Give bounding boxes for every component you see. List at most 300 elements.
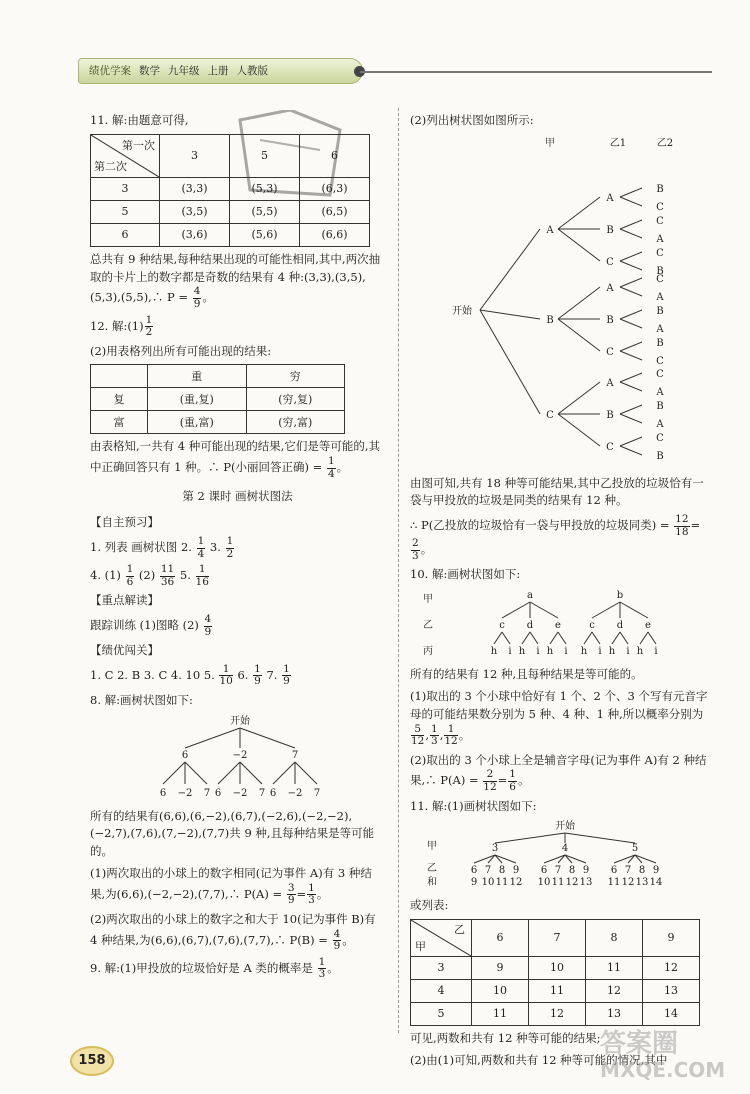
tree-node: 7 <box>203 787 211 799</box>
fraction <box>219 664 232 688</box>
tree-edge <box>640 632 648 644</box>
table-cell: (6,5) <box>300 200 370 223</box>
table-cell: (3,6) <box>160 223 230 246</box>
q12-corner <box>91 365 148 388</box>
tree-node: 9 <box>512 865 520 877</box>
tree-edge <box>592 602 620 618</box>
tree-edge <box>558 414 600 446</box>
row-head: 6 <box>91 223 160 246</box>
q10-b: (1)取出的 3 个小球中恰好有 1 个、2 个、3 个写有元音字母的可能结果数分别为 5 种、4 种、1 种,所以概率分别为 $\frac{5}{12}$ , $\frac{1}{3}$ , $\frac{1}{12}$ 。 <box>410 688 708 748</box>
tree-edge <box>185 728 240 748</box>
tree-node: 8 <box>638 865 646 877</box>
tree-node: C <box>656 247 664 259</box>
numerator: 4 <box>333 927 341 940</box>
tree-node: c <box>499 620 505 632</box>
tree-edge <box>620 319 642 328</box>
right-column <box>410 112 710 1074</box>
q9-part3: 由图可知,共有 18 种等可能结果,其中乙投放的垃圾恰有一袋与甲投放的垃圾是同类的结果有 12 种。 <box>410 475 704 508</box>
denominator: 4 <box>197 547 205 560</box>
tree-edge <box>495 833 565 843</box>
q9-part2: (2)列出树状图如图所示: <box>410 113 534 127</box>
table-cell: (5,5) <box>230 200 300 223</box>
watermark-line1: 答案圈 <box>600 1029 679 1059</box>
tree-edge <box>530 632 538 644</box>
tree-node: A <box>656 291 664 303</box>
q12-b: (2)用表格列出所有可能出现的结果: <box>90 343 272 358</box>
tree-sum: 9 <box>470 877 478 889</box>
tree-node: h <box>608 646 616 658</box>
tree-node: h <box>518 646 526 658</box>
tree-edge <box>620 437 642 446</box>
tree-node: C <box>606 346 614 358</box>
denominator: 16 <box>195 575 209 588</box>
tree-sum: 14 <box>649 877 663 889</box>
q12-c-text: 由表格知,一共有 4 种可能出现的结果,它们是等可能的,其中正确回答只有 1 种。∴ P(小丽回答正确) = <box>90 439 381 475</box>
fraction <box>430 724 439 748</box>
numerator: 1 <box>226 534 234 547</box>
header-volume: 上册 <box>207 64 229 77</box>
table-cell: 11 <box>586 956 643 979</box>
tree-node: e <box>555 620 561 632</box>
row-head: 复 <box>91 388 148 411</box>
tree-node: 7 <box>313 787 321 799</box>
numerator: 4 <box>204 612 212 625</box>
denominator: 2 <box>145 326 153 339</box>
q10-a: 所有的结果有 12 种,且每种结果是等可能的。 <box>410 667 643 682</box>
denominator: 3 <box>431 735 438 748</box>
numerator: 1 <box>126 563 134 576</box>
tree-node: 8 <box>568 865 576 877</box>
tree-edge <box>530 602 558 618</box>
table-cell: 11 <box>472 1002 529 1025</box>
tree-node: B <box>656 265 664 277</box>
table-row <box>91 411 345 434</box>
denominator: 9 <box>287 894 295 907</box>
pre-line-text: 1. 列表 画树状图 2. <box>90 540 192 555</box>
tree-edge <box>620 373 642 382</box>
tree-edge <box>584 632 592 644</box>
row-head: 5 <box>411 1002 472 1025</box>
denominator: 18 <box>675 525 689 538</box>
tree-node: 6 <box>159 787 167 799</box>
tree-node: 6 <box>610 865 618 877</box>
fraction <box>253 664 262 688</box>
table-cell: (3,5) <box>160 200 230 223</box>
q8-part1: (1)两次取出的小球上的数字相同(记为事件 A)有 3 种结果,为(6,6),(−2,−2),(7,7),∴ P(A) = $\frac{3}{9}$ = $\frac{1}{3}$ 。 <box>90 866 372 907</box>
q9-part4-text: ∴ P(乙投放的垃圾恰有一袋与甲投放的垃圾同类) = <box>410 518 670 533</box>
fraction <box>204 614 213 638</box>
tree-edge <box>185 762 207 784</box>
denominator: 9 <box>283 675 290 688</box>
numerator: 1 <box>444 724 457 737</box>
table-cell: (5,6) <box>230 223 300 246</box>
table-cell: 9 <box>472 956 529 979</box>
denominator: 9 <box>204 625 212 638</box>
table-cell: 10 <box>529 956 586 979</box>
fraction <box>287 883 296 907</box>
numerator: 12 <box>675 513 689 526</box>
q10-tree-diagram <box>410 588 710 660</box>
tree-node: i <box>508 646 512 658</box>
q11-corner <box>91 134 160 177</box>
tree-edge <box>620 252 642 261</box>
tree-sum: 11 <box>551 877 565 889</box>
fraction <box>411 538 420 562</box>
tree-edge <box>558 197 600 229</box>
tree-node: −2 <box>232 749 248 761</box>
sum-corner-bottom: 甲 <box>415 939 426 953</box>
tree-node: h <box>636 646 644 658</box>
tree-node: A <box>656 418 664 430</box>
tree-node: A <box>546 224 554 236</box>
tree-edge <box>480 310 540 414</box>
tree-sum: 13 <box>579 877 593 889</box>
numerator: 1 <box>196 564 209 577</box>
table-cell: (穷,复) <box>246 388 345 411</box>
tree-edge <box>558 319 600 351</box>
q11-col-head: 5 <box>230 134 300 177</box>
q9-tree-diagram <box>410 134 710 469</box>
table-cell: 14 <box>643 1002 700 1025</box>
q10-c-text: (2)取出的 3 个小球上全是辅音字母(记为事件 A)有 2 种结果,∴ P(A) = <box>410 752 707 788</box>
fraction <box>674 514 689 538</box>
numerator: 2 <box>483 769 496 782</box>
tree-edge <box>558 229 600 261</box>
tree-sum: 13 <box>635 877 649 889</box>
table-cell: 13 <box>643 979 700 1002</box>
row-head: 4 <box>411 979 472 1002</box>
tree-node: 9 <box>582 865 590 877</box>
fraction <box>444 724 457 748</box>
table-cell: 10 <box>472 979 529 1002</box>
tree-root: 开始 <box>230 715 250 727</box>
ex-line-text: 6. <box>237 667 249 682</box>
tree-sum: 10 <box>481 877 495 889</box>
table-cell: (重,复) <box>148 388 247 411</box>
pre-line-text: 5. <box>179 568 191 583</box>
q12-col-head: 重 <box>148 365 247 388</box>
q11-text-body: 总共有 9 种结果,每种结果出现的可能性相同,其中,两次抽取的卡片上的数字都是奇数的结果有 4 种:(3,3),(3,5),(5,3),(5,5),∴ P = <box>90 251 381 305</box>
tree-node: A <box>606 282 614 294</box>
numerator: 11 <box>160 563 175 576</box>
ex-line <box>90 664 385 688</box>
tree-edge <box>620 229 642 238</box>
key-line <box>90 614 385 638</box>
tree-edge <box>163 762 185 784</box>
table-row <box>91 223 370 246</box>
table-cell: (3,3) <box>160 177 230 200</box>
tree-node: 7 <box>291 749 299 761</box>
tree-node: a <box>527 590 533 602</box>
ex-line-text: 7. <box>266 667 278 682</box>
q8-tree-diagram <box>90 714 385 802</box>
tree-edge <box>620 287 642 296</box>
q11-col-head: 3 <box>160 134 230 177</box>
q11-intro: 11. 解:由题意可得, <box>90 113 189 127</box>
tree-node: e <box>645 620 651 632</box>
tree-edge <box>620 446 642 455</box>
tree-sum: 12 <box>509 877 523 889</box>
pre-line-2 <box>90 564 385 588</box>
table-cell: (5,3) <box>230 177 300 200</box>
tree-node: 7 <box>484 865 492 877</box>
tree-node: C <box>606 441 614 453</box>
q11-text: 总共有 9 种结果,每种结果出现的可能性相同,其中,两次抽取的卡片上的数字都是奇数的结果有 4 种:(3,3),(3,5),(5,3),(5,5),∴ P = $\frac{4}{9}$ 。 <box>90 251 381 310</box>
denominator: 4 <box>327 467 335 480</box>
tree-node: 4 <box>561 843 569 855</box>
numerator: 1 <box>431 722 438 735</box>
denominator: 9 <box>254 675 261 688</box>
tree-edge <box>218 762 240 784</box>
q11-a: 可见,两数和共有 12 种等可能的结果; <box>410 1030 601 1045</box>
tree-node: B <box>656 183 664 195</box>
fraction <box>226 536 235 560</box>
tree-node: A <box>606 377 614 389</box>
q11-sum-table <box>410 919 700 1026</box>
denominator: 9 <box>333 940 341 953</box>
section-title: 第 2 课时 画树状图法 <box>182 489 293 504</box>
tree-edge <box>558 382 600 414</box>
row-head: 3 <box>411 956 472 979</box>
sum-corner-top: 乙 <box>454 922 465 936</box>
sum-col-head: 9 <box>643 919 700 956</box>
fraction <box>196 564 209 588</box>
tree-edge <box>620 351 642 360</box>
tree-sum: 12 <box>621 877 635 889</box>
tree-node: C <box>656 368 664 380</box>
sum-col-head: 8 <box>586 919 643 956</box>
table-cell: 12 <box>643 956 700 979</box>
tree-sum: 12 <box>565 877 579 889</box>
pre-line-text: 3. <box>209 540 221 555</box>
header-brand: 绩优学案 <box>89 64 131 77</box>
tree-node: i <box>626 646 630 658</box>
tree-edge <box>502 632 510 644</box>
fraction <box>193 286 202 310</box>
tree-root: 开始 <box>555 821 575 833</box>
tree-node: i <box>564 646 568 658</box>
q11-table <box>90 134 370 247</box>
tree-edge <box>522 632 530 644</box>
fraction <box>508 769 517 793</box>
tree-edge <box>558 287 600 319</box>
denominator: 36 <box>160 575 175 588</box>
tree-node: h <box>490 646 498 658</box>
tree-level-label: 乙2 <box>656 137 674 149</box>
table-cell: (重,富) <box>148 411 247 434</box>
tree-node: C <box>546 409 554 421</box>
fraction <box>483 769 496 793</box>
q10-c: (2)取出的 3 个小球上全是辅音字母(记为事件 A)有 2 种结果,∴ P(A) = $\frac{2}{12}$ = $\frac{1}{6}$ 。 <box>410 752 707 793</box>
tree-edge <box>620 414 642 423</box>
tree-edge <box>240 728 295 748</box>
q11-col-head: 6 <box>300 134 370 177</box>
sum-corner <box>411 919 472 956</box>
tree-level-label: 甲 <box>545 137 555 149</box>
q10-b-text: (1)取出的 3 个小球中恰好有 1 个、2 个、3 个写有元音字母的可能结果数分别为 5 种、4 种、1 种,所以概率分别为 <box>410 688 708 721</box>
header-edition: 人教版 <box>236 64 268 77</box>
table-cell: (6,3) <box>300 177 370 200</box>
tree-node: C <box>606 256 614 268</box>
fraction <box>307 883 316 907</box>
denominator: 12 <box>483 780 497 793</box>
denominator: 3 <box>412 549 419 562</box>
tree-node: 6 <box>181 749 189 761</box>
pre-label: 【自主预习】 <box>90 515 159 530</box>
q12-col-head: 穷 <box>246 365 345 388</box>
tree-node: i <box>536 646 540 658</box>
tree-edge <box>480 229 540 310</box>
tree-node: B <box>546 314 554 326</box>
pre-line <box>90 536 385 560</box>
ex-label: 【绩优闯关】 <box>90 643 159 658</box>
q8-part1-text: (1)两次取出的小球上的数字相同(记为事件 A)有 3 种结果,为(6,6),(−2,−2),(7,7),∴ P(A) = <box>90 866 372 901</box>
table-cell: 11 <box>529 979 586 1002</box>
table-row <box>411 956 700 979</box>
tree-edge <box>620 310 642 319</box>
header-rule <box>360 71 712 73</box>
tree-node: d <box>616 620 624 632</box>
numerator: 4 <box>193 285 201 298</box>
table-cell: (6,6) <box>300 223 370 246</box>
tree-node: −2 <box>177 787 193 799</box>
tree-edge <box>620 382 642 391</box>
tree-edge <box>295 762 317 784</box>
tree-node: A <box>656 323 664 335</box>
tree-edge <box>620 405 642 414</box>
left-column <box>90 112 385 985</box>
page-number: 158 <box>70 1046 114 1076</box>
q9-part1: 9. 解:(1)甲投放的垃圾恰好是 A 类的概率是 $\frac{1}{3}$ 。 <box>90 955 339 981</box>
tree-node: C <box>656 215 664 227</box>
q12-c: 由表格知,一共有 4 种可能出现的结果,它们是等可能的,其中正确回答只有 1 种。∴ P(小丽回答正确) = $\frac{1}{4}$ 。 <box>90 439 381 480</box>
tree-node: B <box>606 314 614 326</box>
tree-level-label: 甲 <box>427 841 437 853</box>
table-cell: 12 <box>586 979 643 1002</box>
tree-edge <box>620 602 648 618</box>
numerator: 1 <box>254 662 261 675</box>
numerator: 5 <box>411 724 424 737</box>
table-row <box>91 388 345 411</box>
tree-edge <box>620 342 642 351</box>
numerator: 1 <box>509 768 516 781</box>
denominator: 2 <box>226 547 234 560</box>
tree-edge <box>502 602 530 618</box>
tree-edge <box>648 632 656 644</box>
header-grade: 九年级 <box>168 64 200 77</box>
tree-node: 7 <box>554 865 562 877</box>
tree-edge <box>480 310 540 319</box>
tree-edge <box>273 762 295 784</box>
row-head: 富 <box>91 411 148 434</box>
tree-node: −2 <box>287 787 303 799</box>
tree-node: B <box>656 450 664 462</box>
q12-a-text: 12. 解:(1) <box>90 318 144 333</box>
table-cell: 13 <box>586 1002 643 1025</box>
sum-col-head: 7 <box>529 919 586 956</box>
tree-node: i <box>654 646 658 658</box>
tree-level-label: 乙 <box>427 863 437 875</box>
numerator: 2 <box>412 537 419 550</box>
q11-or: 或列表: <box>410 898 449 913</box>
row-head: 5 <box>91 200 160 223</box>
fraction <box>126 564 135 588</box>
tree-level-label: 甲 <box>423 594 433 606</box>
q11-tree-diagram <box>410 819 710 891</box>
q11-intro-right: 11. 解:(1)画树状图如下: <box>410 798 537 813</box>
column-divider <box>398 108 399 1033</box>
tree-sum: 10 <box>537 877 551 889</box>
tree-node: B <box>656 337 664 349</box>
tree-node: 6 <box>214 787 222 799</box>
tree-node: B <box>656 400 664 412</box>
tree-node: B <box>606 224 614 236</box>
denominator: 6 <box>509 780 516 793</box>
tree-node: h <box>580 646 588 658</box>
tree-edge <box>620 278 642 287</box>
tree-node: A <box>656 386 664 398</box>
fraction <box>145 315 154 339</box>
q8-text: 所有的结果有(6,6),(6,−2),(6,7),(−2,6),(−2,−2),(−2,7),(7,6),(7,−2),(7,7)共 9 种,且每种结果是等可能的。 <box>90 808 375 859</box>
tree-node: A <box>656 233 664 245</box>
tree-edge <box>620 220 642 229</box>
key-line-text: 跟踪训练 (1)图略 (2) <box>90 618 199 633</box>
table-row <box>91 177 370 200</box>
tree-level-label: 乙1 <box>609 137 627 149</box>
tree-node: 5 <box>631 843 639 855</box>
numerator: 1 <box>219 664 232 677</box>
numerator: 3 <box>287 881 295 894</box>
tree-node: c <box>589 620 595 632</box>
q11-corner-bottom: 第二次 <box>94 159 127 173</box>
tree-edge <box>592 632 600 644</box>
tree-node: 8 <box>498 865 506 877</box>
tree-sum: 11 <box>495 877 509 889</box>
q11-b: (2)由(1)可知,两数和共有 12 种等可能的情况,其中 <box>410 1052 668 1067</box>
tree-node: A <box>606 192 614 204</box>
tree-edge <box>612 632 620 644</box>
pre-line-text: 4. (1) <box>90 568 121 583</box>
tree-edge <box>620 188 642 197</box>
tree-node: 7 <box>624 865 632 877</box>
q8-intro: 8. 解:画树状图如下: <box>90 692 193 707</box>
table-row <box>411 979 700 1002</box>
tree-edge <box>620 261 642 270</box>
denominator: 6 <box>126 575 134 588</box>
fraction <box>333 929 342 953</box>
tree-node: C <box>656 432 664 444</box>
tree-root: 开始 <box>452 305 472 317</box>
tree-node: 6 <box>470 865 478 877</box>
numerator: 1 <box>327 455 335 468</box>
tree-node: C <box>656 273 664 285</box>
q9-part1-text: 9. 解:(1)甲投放的垃圾恰好是 A 类的概率是 <box>90 960 313 975</box>
table-row <box>91 200 370 223</box>
fraction <box>327 456 336 480</box>
tree-node: d <box>526 620 534 632</box>
key-label: 【重点解读】 <box>90 593 159 608</box>
tree-edge <box>550 632 558 644</box>
q8-part2: (2)两次取出的小球上的数字之和大于 10(记为事件 B)有 4 种结果,为(6,6),(6,7),(7,6),(7,7),∴ P(B) = $\frac{4}{9}$ 。 <box>90 911 376 953</box>
numerator: 1 <box>308 881 315 894</box>
numerator: 1 <box>283 662 290 675</box>
q11-corner-top: 第一次 <box>122 138 155 152</box>
tree-edge <box>620 197 642 206</box>
numerator: 1 <box>197 534 205 547</box>
table-cell: 12 <box>529 1002 586 1025</box>
tree-node: b <box>616 590 624 602</box>
tree-edge <box>240 762 262 784</box>
